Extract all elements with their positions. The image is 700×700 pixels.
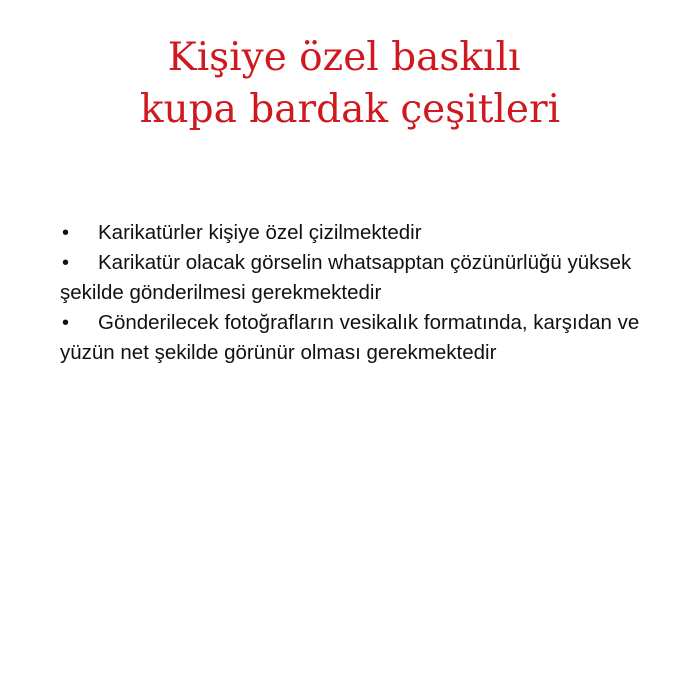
list-item — [60, 308, 670, 368]
title-line-2: kupa bardak çeşitleri — [139, 87, 561, 132]
list-item — [60, 248, 670, 308]
bullet-text: Karikatürler kişiye özel çizilmektedir — [98, 221, 422, 244]
bullet-icon: • — [62, 222, 70, 244]
list-item — [60, 218, 670, 248]
bullet-text: Karikatür olacak görselin whatsapptan çözünürlüğü yüksek şekilde gönderilmesi gerekmektedir — [60, 251, 632, 304]
bullet-text: Gönderilecek fotoğrafların vesikalık formatında, karşıdan ve yüzün net şekilde görünür olması gerekmektedir — [60, 311, 640, 364]
bullet-icon: • — [62, 312, 70, 334]
bullet-icon: • — [62, 252, 70, 274]
title-line-1: Kişiye özel baskılı — [167, 35, 521, 80]
page-title — [0, 32, 700, 136]
bullet-list — [60, 218, 670, 368]
